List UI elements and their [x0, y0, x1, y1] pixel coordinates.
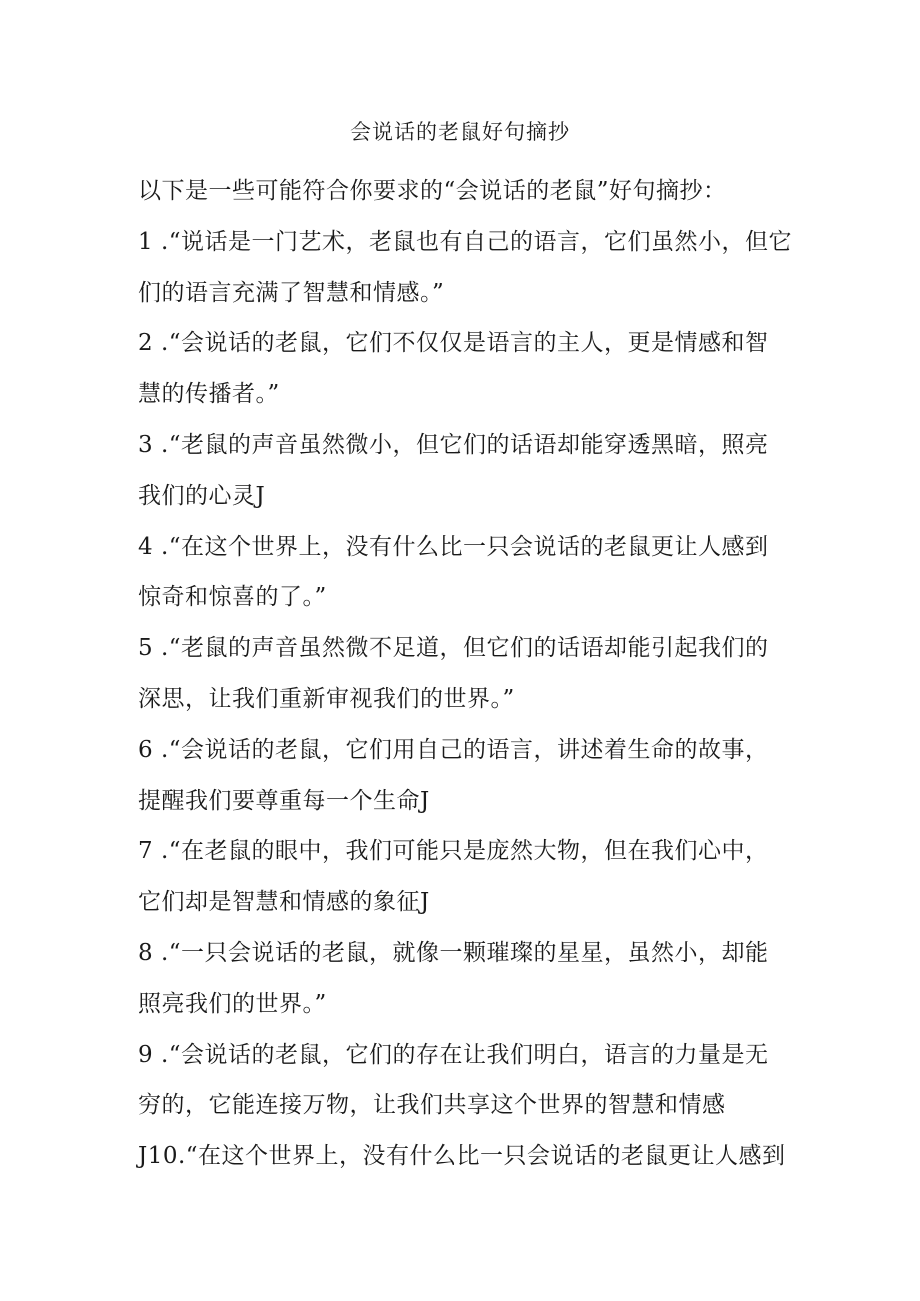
text-line: 提醒我们要尊重每一个生命J — [138, 787, 430, 814]
text-line: 8 .“一只会说话的老鼠，就像一颗璀璨的星星，虽然小，却能 — [138, 939, 769, 966]
text-line: 我们的心灵J — [138, 482, 266, 509]
document-body — [138, 166, 798, 1182]
text-line: 9 .“会说话的老鼠，它们的存在让我们明白，语言的力量是无 — [138, 1041, 769, 1068]
text-line: 它们却是智慧和情感的象征J — [138, 889, 430, 916]
intro-line: 以下是一些可能符合你要求的“会说话的老鼠”好句摘抄： — [138, 178, 727, 204]
text-line: 5 .“老鼠的声音虽然微不足道，但它们的话语却能引起我们的 — [138, 635, 769, 662]
text-line: 3 .“老鼠的声音虽然微小，但它们的话语却能穿透黑暗，照亮 — [138, 431, 769, 458]
text-line: 惊奇和惊喜的了。” — [138, 584, 327, 611]
text-line: 6 .“会说话的老鼠，它们用自己的语言，讲述着生命的故事， — [138, 736, 769, 763]
text-line: 慧的传播者。” — [138, 381, 280, 408]
text-line: 们的语言充满了智慧和情感。” — [138, 279, 445, 306]
text-line: 1 .“说话是一门艺术，老鼠也有自己的语言，它们虽然小，但它 — [138, 228, 793, 255]
text-line: 4 .“在这个世界上，没有什么比一只会说话的老鼠更让人感到 — [138, 533, 769, 560]
text-line: 穷的，它能连接万物，让我们共享这个世界的智慧和情感 — [138, 1092, 726, 1119]
text-line: 深思，让我们重新审视我们的世界。” — [138, 685, 515, 712]
text-line: 7 .“在老鼠的眼中，我们可能只是庞然大物，但在我们心中， — [138, 838, 769, 865]
text-line: J10.“在这个世界上，没有什么比一只会说话的老鼠更让人感到 — [138, 1143, 786, 1170]
text-line: 照亮我们的世界。” — [138, 990, 327, 1017]
text-line: 2 .“会说话的老鼠，它们不仅仅是语言的主人，更是情感和智 — [138, 330, 769, 357]
document-title: 会说话的老鼠好句摘抄 — [350, 120, 570, 144]
